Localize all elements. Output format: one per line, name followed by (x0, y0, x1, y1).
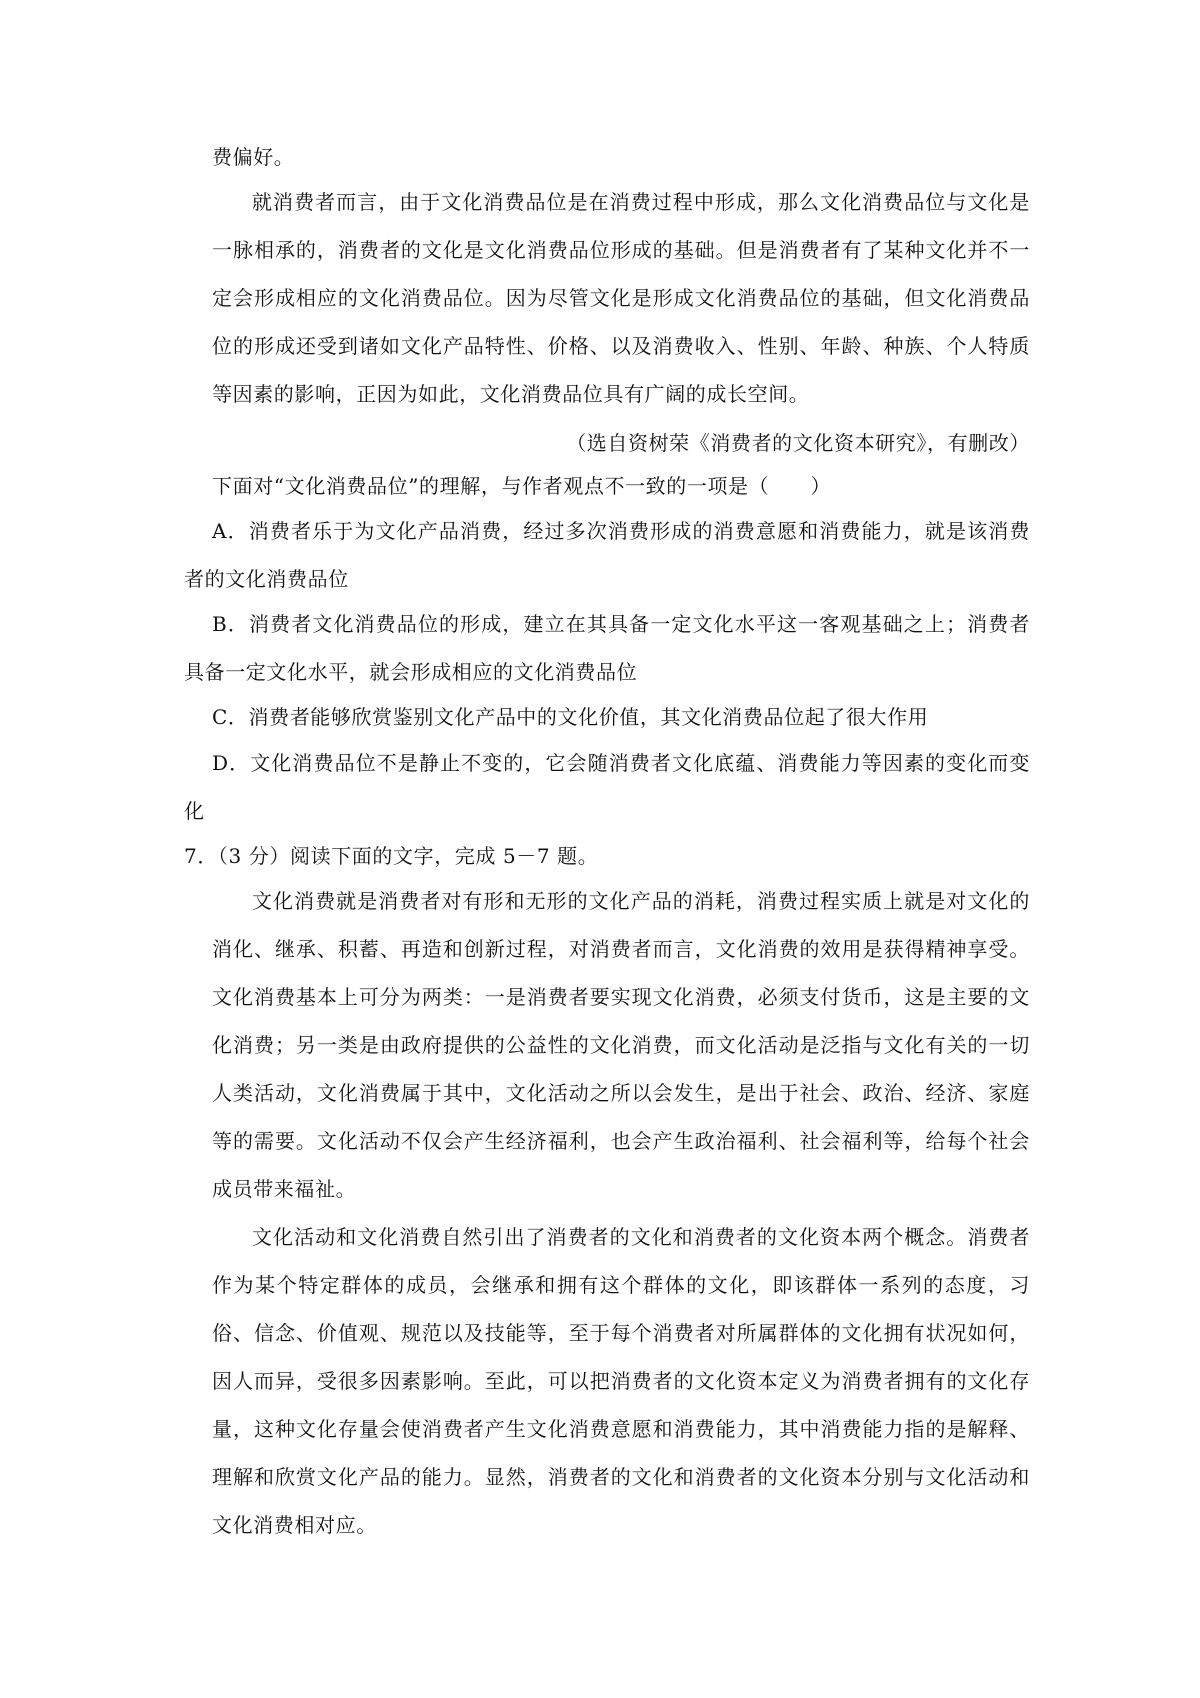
option-d: D．文化消费品位不是静止不变的，它会随消费者文化底蕴、消费能力等因素的变化而变化 (184, 751, 1030, 823)
option-c: C．消费者能够欣赏鉴别文化产品中的文化价值，其文化消费品位起了很大作用 (212, 705, 929, 729)
question-stem: 下面对“文化消费品位”的理解，与作者观点不一致的一项是（ ） (212, 474, 832, 498)
question-7-header: 7．（3 分）阅读下面的文字，完成 5－7 题。 (184, 844, 599, 868)
option-a: A．消费者乐于为文化产品消费，经过多次消费形成的消费意愿和消费能力，就是该消费者的文化消费品位 (184, 519, 1030, 591)
source-note: （选自资树荣《消费者的文化资本研究》，有删改） (566, 431, 1030, 455)
option-b: B．消费者文化消费品位的形成，建立在其具备一定文化水平这一客观基础之上；消费者具备一定文化水平，就会形成相应的文化消费品位 (184, 612, 1030, 684)
passage-tail-line: 费偏好。 (212, 145, 295, 169)
paragraph-1: 就消费者而言，由于文化消费品位是在消费过程中形成，那么文化消费品位与文化是一脉相承的，消费者的文化是文化消费品位形成的基础。但是消费者有了某种文化并不一定会形成相应的文化消费品位。因为尽管文化是形成文化消费品位的基础，但文化消费品位的形成还受到诸如文化产品特性、价格、以及消费收入、性别、年龄、种族、个人特质等因素的影响，正因为如此，文化消费品位具有广阔的成长空间。 (212, 190, 1030, 406)
paragraph-2: 文化消费就是消费者对有形和无形的文化产品的消耗，消费过程实质上就是对文化的消化、继承、积蓄、再造和创新过程，对消费者而言，文化消费的效用是获得精神享受。文化消费基本上可分为两类：一是消费者要实现文化消费，必须支付货币，这是主要的文化消费；另一类是由政府提供的公益性的文化消费，而文化活动是泛指与文化有关的一切人类活动，文化消费属于其中，文化活动之所以会发生，是出于社会、政治、经济、家庭等的需要。文化活动不仅会产生经济福利，也会产生政治福利、社会福利等，给每个社会成员带来福祉。 (212, 889, 1030, 1201)
paragraph-3: 文化活动和文化消费自然引出了消费者的文化和消费者的文化资本两个概念。消费者作为某个特定群体的成员，会继承和拥有这个群体的文化，即该群体一系列的态度，习俗、信念、价值观、规范以及技能等，至于每个消费者对所属群体的文化拥有状况如何，因人而异，受很多因素影响。至此，可以把消费者的文化资本定义为消费者拥有的文化存量，这种文化存量会使消费者产生文化消费意愿和消费能力，其中消费能力指的是解释、理解和欣赏文化产品的能力。显然，消费者的文化和消费者的文化资本分别与文化活动和文化消费相对应。 (212, 1225, 1030, 1537)
